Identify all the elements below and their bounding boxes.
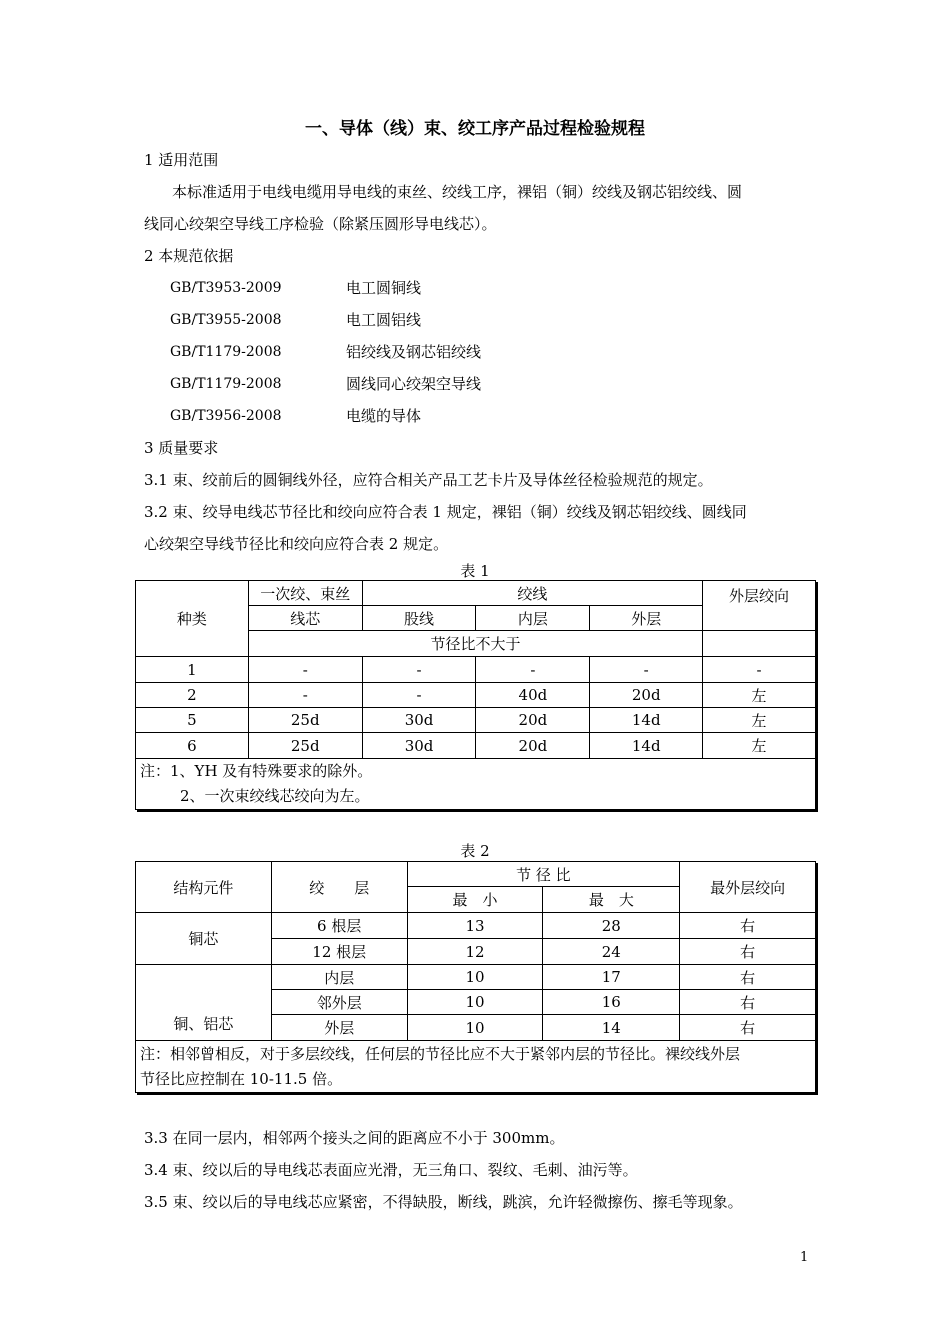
ref-code: GB/T1179-2008 [170,376,282,392]
cell: 17 [543,965,680,990]
clause-3-4: 3.4 束、绞以后的导电线芯表面应光滑，无三角口、裂纹、毛刺、油污等。 [144,1161,638,1179]
ref-name: 电缆的导体 [346,407,422,425]
cell: 6 [136,733,249,759]
cell: 30d [362,733,476,759]
cell: 12 根层 [271,939,407,965]
cell: - [476,657,590,683]
table-1 [135,580,816,810]
cell: 20d [590,683,703,708]
cell: 1 [136,657,249,683]
cell: 内层 [271,965,407,990]
group-copper-core: 铜芯 [136,913,272,965]
cell: 右 [680,1015,816,1041]
cell: 左 [703,733,816,759]
header-ratio: 节 径 比 [407,862,680,887]
ref-name: 电工圆铝线 [346,311,422,329]
header-min: 最 小 [407,887,543,913]
cell: 14 [543,1015,680,1041]
cell: 20d [476,708,590,733]
cell: 20d [476,733,590,759]
table-row [136,913,816,939]
header-inner: 内层 [476,606,590,631]
cell: 28 [543,913,680,939]
header-strand: 绞线 [362,581,702,606]
table-2-shadow [816,863,818,1095]
cell: 右 [680,939,816,965]
cell: 左 [703,683,816,708]
cell: 10 [407,990,543,1015]
ref-code: GB/T3953-2009 [170,280,282,296]
cell: 10 [407,1015,543,1041]
cell: 邻外层 [271,990,407,1015]
note-line: 2、一次束绞线芯绞向为左。 [180,787,370,805]
page-number: 1 [800,1250,809,1265]
ref-name: 铝绞线及钢芯铝绞线 [346,343,482,361]
cell: 12 [407,939,543,965]
section-3-heading: 3 质量要求 [144,439,219,457]
ref-code: GB/T3956-2008 [170,408,282,424]
cell: 右 [680,990,816,1015]
section-1-text: 本标准适用于电线电缆用导电线的束丝、绞线工序，裸铝（铜）绞线及钢芯铝绞线、圆 [172,183,743,201]
cell: 左 [703,708,816,733]
table-row [136,708,816,733]
table-2-shadow [137,1093,818,1095]
cell: 右 [680,913,816,939]
table-1-note [136,759,816,810]
ref-name: 圆线同心绞架空导线 [346,375,482,393]
cell: - [590,657,703,683]
cell: 30d [362,708,476,733]
table-1-caption: 表 1 [460,562,490,580]
header-outermost-direction: 最外层绞向 [680,862,816,913]
table-row [136,683,816,708]
cell: 2 [136,683,249,708]
header-kind: 种类 [136,581,249,657]
cell: 40d [476,683,590,708]
table-2-note [136,1041,816,1093]
cell: 右 [680,965,816,990]
table-2 [135,861,816,1093]
note-line: 注：1、YH 及有特殊要求的除外。 [140,762,373,780]
ref-code: GB/T1179-2008 [170,344,282,360]
clause-3-3: 3.3 在同一层内，相邻两个接头之间的距离应不小于 300mm。 [144,1129,565,1147]
header-element: 结构元件 [136,862,272,913]
clause-3-2: 3.2 束、绞导电线芯节径比和绞向应符合表 1 规定，裸铝（铜）绞线及钢芯铝绞线、圆线同 [144,503,747,521]
cell: - [248,683,362,708]
table-row [136,657,816,683]
clause-3-1: 3.1 束、绞前后的圆铜线外径，应符合相关产品工艺卡片及导体丝径检验规范的规定。 [144,471,713,489]
table-2-caption: 表 2 [460,842,490,860]
ref-code: GB/T3955-2008 [170,312,282,328]
cell: - [248,657,362,683]
cell: 25d [248,733,362,759]
section-1-text-cont: 线同心绞架空导线工序检验（除紧压圆形导电线芯）。 [144,215,497,233]
section-1-heading: 1 适用范围 [144,151,219,169]
note-line: 注：相邻曾相反，对于多层绞线，任何层的节径比应不大于紧邻内层的节径比。裸绞线外层 [140,1044,741,1063]
cell: 10 [407,965,543,990]
header-ply: 股线 [362,606,476,631]
cell: 14d [590,733,703,759]
cell: - [362,657,476,683]
cell: 外层 [271,1015,407,1041]
cell: 14d [590,708,703,733]
table-row [136,965,816,990]
cell: - [362,683,476,708]
table-1-shadow [816,582,818,812]
cell: 24 [543,939,680,965]
ref-name: 电工圆铜线 [346,279,422,297]
clause-3-5: 3.5 束、绞以后的导电线芯应紧密，不得缺股，断线，跳滨，允许轻微擦伤、擦毛等现象。 [144,1193,743,1211]
header-ratio-max: 节径比不大于 [248,631,702,657]
header-once-core: 线芯 [248,606,362,631]
section-2-heading: 2 本规范依据 [144,247,234,265]
cell: 16 [543,990,680,1015]
note-line: 节径比应控制在 10-11.5 倍。 [140,1069,343,1088]
cell: 25d [248,708,362,733]
cell: 6 根层 [271,913,407,939]
header-once-strand: 一次绞、束丝 [248,581,362,606]
header-max: 最 大 [543,887,680,913]
table-1-shadow [137,810,818,812]
header-outer: 外层 [590,606,703,631]
table-row [136,733,816,759]
page-title: 一、导体（线）束、绞工序产品过程检验规程 [305,119,645,139]
group-copper-aluminum-core: 铜、铝芯 [136,965,272,1041]
header-outer-direction: 外层绞向 [703,581,816,631]
cell: 13 [407,913,543,939]
cell: - [703,657,816,683]
header-layer: 绞 层 [271,862,407,913]
cell: 5 [136,708,249,733]
clause-3-2-cont: 心绞架空导线节径比和绞向应符合表 2 规定。 [144,535,449,553]
